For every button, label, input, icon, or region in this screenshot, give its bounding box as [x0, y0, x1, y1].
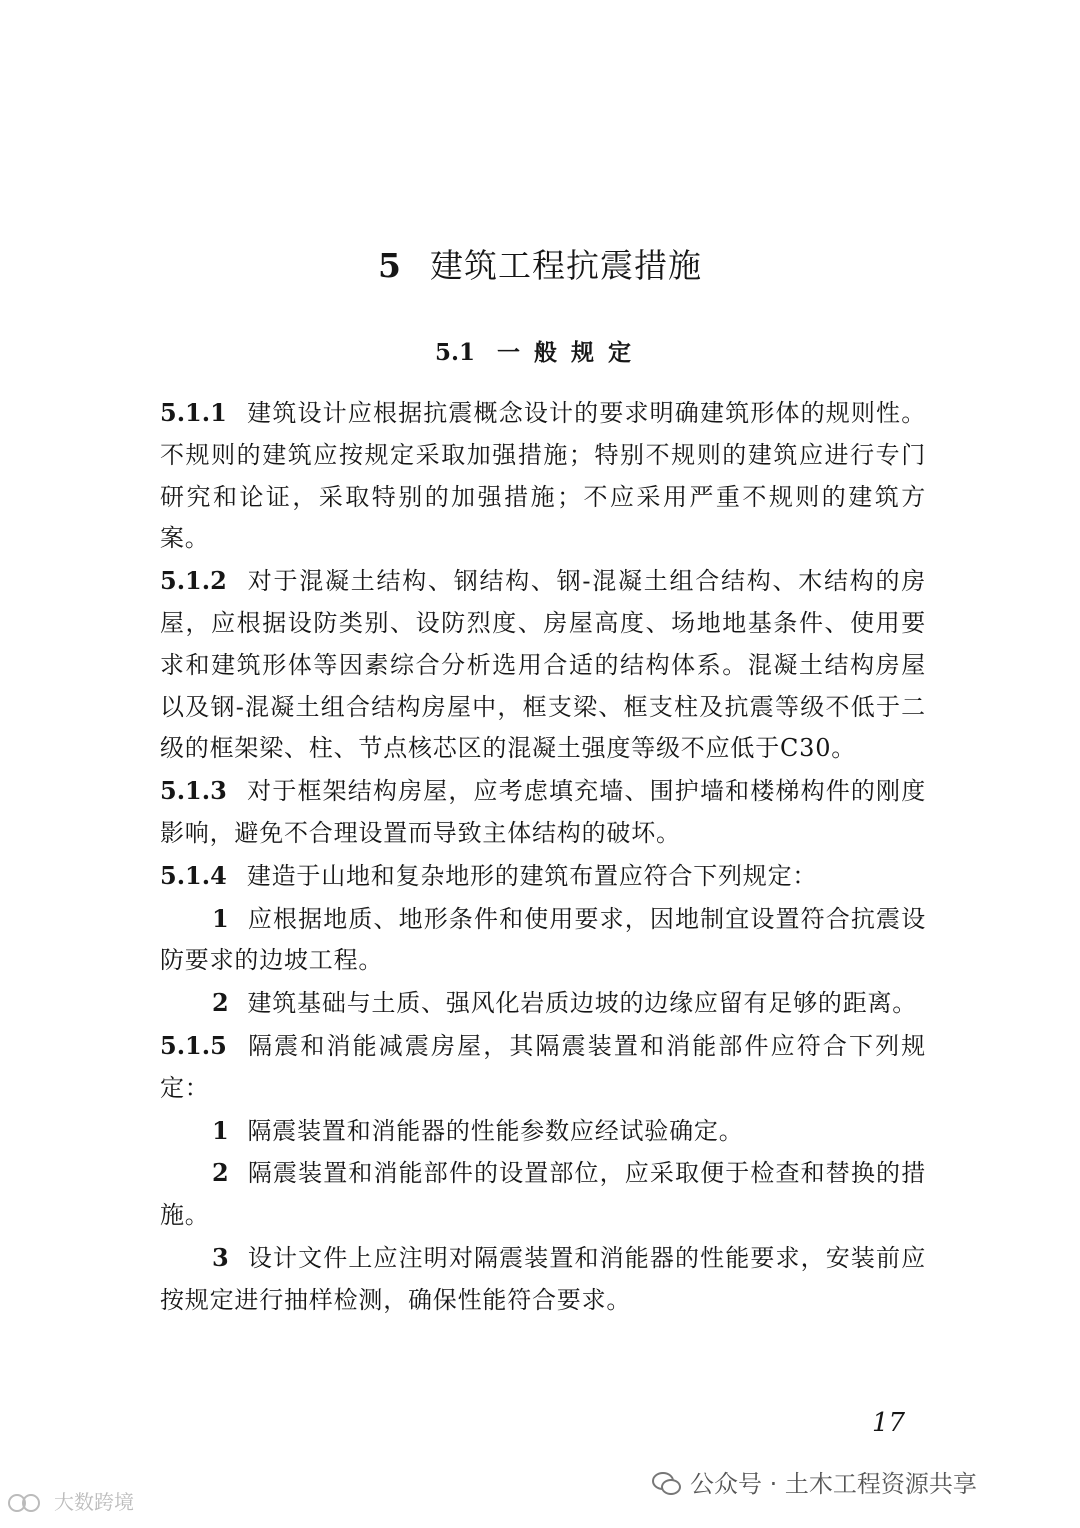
logo-icon [8, 1490, 48, 1512]
clause-number: 5.1.5 [160, 1030, 227, 1060]
corner-watermark [8, 1486, 134, 1515]
item-number: 3 [212, 1242, 230, 1272]
item-text: 设计文件上应注明对隔震装置和消能器的性能要求，安装前应按规定进行抽样检测，确保性能符合要求。 [160, 1243, 926, 1314]
document-body [160, 392, 926, 1322]
list-item [160, 982, 926, 1025]
clause-5-1-5 [160, 1025, 926, 1110]
list-item [160, 1152, 926, 1237]
list-item [160, 1110, 926, 1153]
clause-5-1-3 [160, 770, 926, 855]
footer-watermark-text: 公众号 · 土木工程资源共享 [690, 1470, 977, 1498]
footer-watermark [652, 1464, 977, 1499]
clause-number: 5.1.1 [160, 398, 227, 427]
section-title-text: 一般规定 [497, 340, 645, 366]
page-number: 17 [872, 1408, 906, 1438]
clause-5-1-2 [160, 560, 926, 770]
clause-text: 建造于山地和复杂地形的建筑布置应符合下列规定： [246, 861, 818, 890]
wechat-icon [652, 1470, 680, 1494]
list-item [160, 1237, 926, 1322]
clause-text: 隔震和消能减震房屋，其隔震装置和消能部件应符合下列规定： [160, 1031, 926, 1102]
chapter-title-text: 建筑工程抗震措施 [429, 246, 702, 285]
clause-text: 建筑设计应根据抗震概念设计的要求明确建筑形体的规则性。不规则的建筑应按规定采取加强措施；特别不规则的建筑应进行专门研究和论证，采取特别的加强措施；不应采用严重不规则的建筑方案。 [160, 399, 926, 553]
item-number: 1 [212, 1115, 230, 1145]
section-number: 5.1 [434, 339, 475, 366]
item-text: 隔震装置和消能部件的设置部位，应采取便于检查和替换的措施。 [160, 1159, 926, 1230]
item-text: 应根据地质、地形条件和使用要求，因地制宜设置符合抗震设防要求的边坡工程。 [160, 904, 926, 975]
item-number: 2 [212, 1158, 230, 1188]
chapter-number: 5 [378, 246, 402, 285]
item-text: 建筑基础与土质、强风化岩质边坡的边缘应留有足够的距离。 [247, 989, 918, 1018]
clause-text: 对于混凝土结构、钢结构、钢-混凝土组合结构、木结构的房屋，应根据设防类别、设防烈度、房屋高度、场地地基条件、使用要求和建筑形体等因素综合分析选用合适的结构体系。混凝土结构房屋以及钢-混凝土组合结构房屋中，框支梁、框支柱及抗震等级不低于二级的框架梁、柱、节点核芯区的混凝土强度等级不应低于C30。 [160, 567, 926, 763]
clause-number: 5.1.2 [160, 566, 227, 596]
clause-text: 对于框架结构房屋，应考虑填充墙、围护墙和楼梯构件的刚度影响，避免不合理设置而导致主体结构的破坏。 [160, 777, 926, 847]
chapter-title [0, 240, 1080, 287]
clause-number: 5.1.4 [160, 860, 227, 890]
item-number: 1 [212, 903, 230, 933]
clause-number: 5.1.3 [160, 776, 227, 806]
item-text: 隔震装置和消能器的性能参数应经试验确定。 [247, 1116, 744, 1145]
list-item [160, 898, 926, 983]
item-number: 2 [212, 988, 230, 1018]
clause-5-1-1 [160, 392, 926, 560]
corner-watermark-text: 大数跨境 [54, 1490, 134, 1514]
section-title [0, 334, 1080, 367]
clause-5-1-4 [160, 855, 926, 898]
